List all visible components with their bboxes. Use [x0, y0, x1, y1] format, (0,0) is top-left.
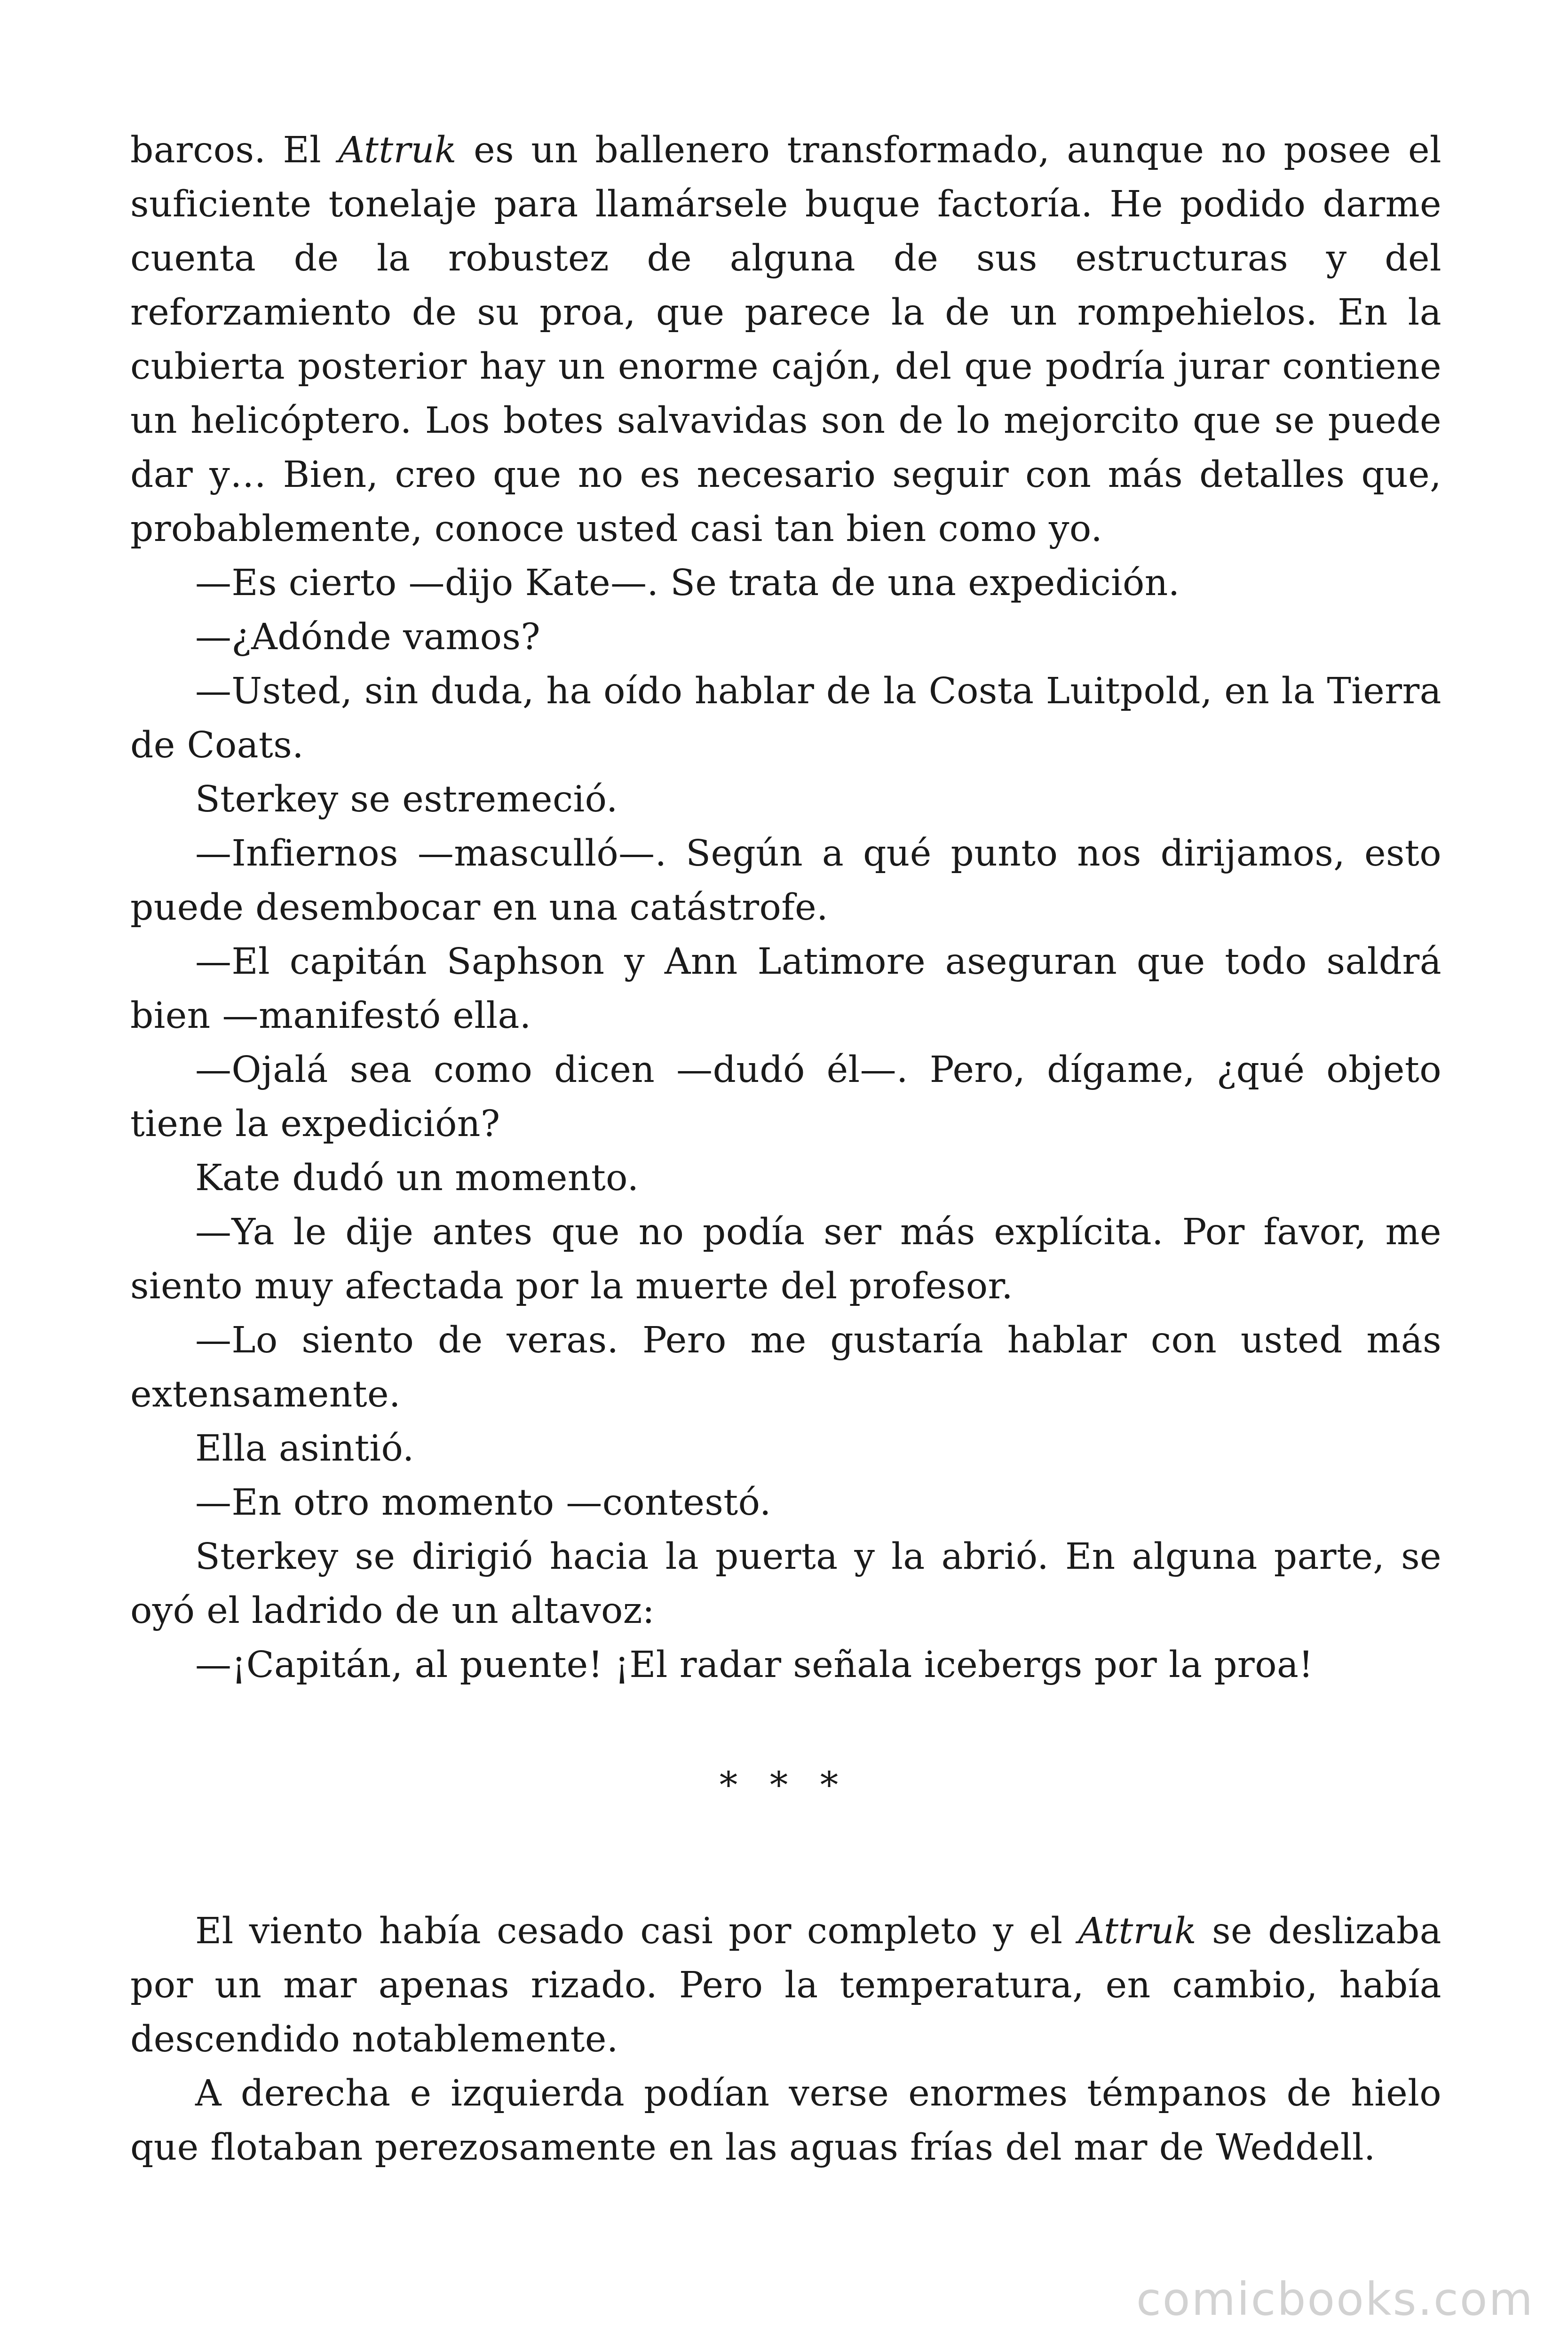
paragraph	[130, 1904, 1441, 2066]
bottom-text-block	[130, 1904, 1441, 2175]
paragraph-text: barcos. El	[130, 129, 339, 171]
paragraph-text: El viento había cesado casi por completo y el	[195, 1910, 1078, 1952]
paragraph: —Ojalá sea como dicen —dudó él—. Pero, dígame, ¿qué objeto tiene la expedición?	[130, 1049, 1441, 1145]
paragraph-text: se deslizaba por un mar apenas rizado. Pero la temperatura, en cambio, había descendido notablemente.	[130, 1910, 1441, 2060]
paragraph: —¿Adónde vamos?	[195, 616, 541, 658]
paragraph: —Infiernos —masculló—. Según a qué punto nos dirijamos, esto puede desembocar en una catástrofe.	[130, 833, 1441, 929]
scene-separator: * * *	[719, 1764, 849, 1806]
top-text-block	[130, 123, 1441, 1692]
ship-name-italic: Attruk	[1078, 1910, 1197, 1952]
paragraph	[130, 123, 1441, 556]
paragraph-text: es un ballenero transformado, aunque no posee el suficiente tonelaje para llamársele buque factoría. He podido darme cuenta de la robustez de alguna de sus estructuras y del reforzamiento de su proa, que parece la de un rompehielos. En la cubierta posterior hay un enorme cajón, del que podría jurar contiene un helicóptero. Los botes salvavidas son de lo mejorcito que se puede dar y… Bien, creo que no es necesario seguir con más detalles que, probablemente, conoce usted casi tan bien como yo.	[130, 129, 1442, 550]
ship-name-italic: Attruk	[338, 129, 457, 171]
paragraph: —Es cierto —dijo Kate—. Se trata de una expedición.	[195, 562, 1180, 604]
paragraph: A derecha e izquierda podían verse enormes témpanos de hielo que flotaban perezosamente en las aguas frías del mar de Weddell.	[130, 2073, 1441, 2169]
paragraph: —En otro momento —contestó.	[195, 1482, 771, 1524]
paragraph: —El capitán Saphson y Ann Latimore aseguran que todo saldrá bien —manifestó ella.	[130, 941, 1441, 1037]
paragraph: Kate dudó un momento.	[195, 1157, 639, 1199]
paragraph: Ella asintió.	[195, 1428, 414, 1470]
watermark: comicbooks.com	[1136, 2273, 1534, 2326]
paragraph: —Usted, sin duda, ha oído hablar de la Costa Luitpold, en la Tierra de Coats.	[130, 670, 1441, 766]
paragraph: —Lo siento de veras. Pero me gustaría hablar con usted más extensamente.	[130, 1319, 1441, 1415]
paragraph: —¡Capitán, al puente! ¡El radar señala icebergs por la proa!	[195, 1644, 1314, 1686]
paragraph: —Ya le dije antes que no podía ser más explícita. Por favor, me siento muy afectada por la muerte del profesor.	[130, 1211, 1441, 1307]
paragraph: Sterkey se dirigió hacia la puerta y la abrió. En alguna parte, se oyó el ladrido de un altavoz:	[130, 1536, 1441, 1632]
paragraph: Sterkey se estremeció.	[195, 779, 618, 820]
